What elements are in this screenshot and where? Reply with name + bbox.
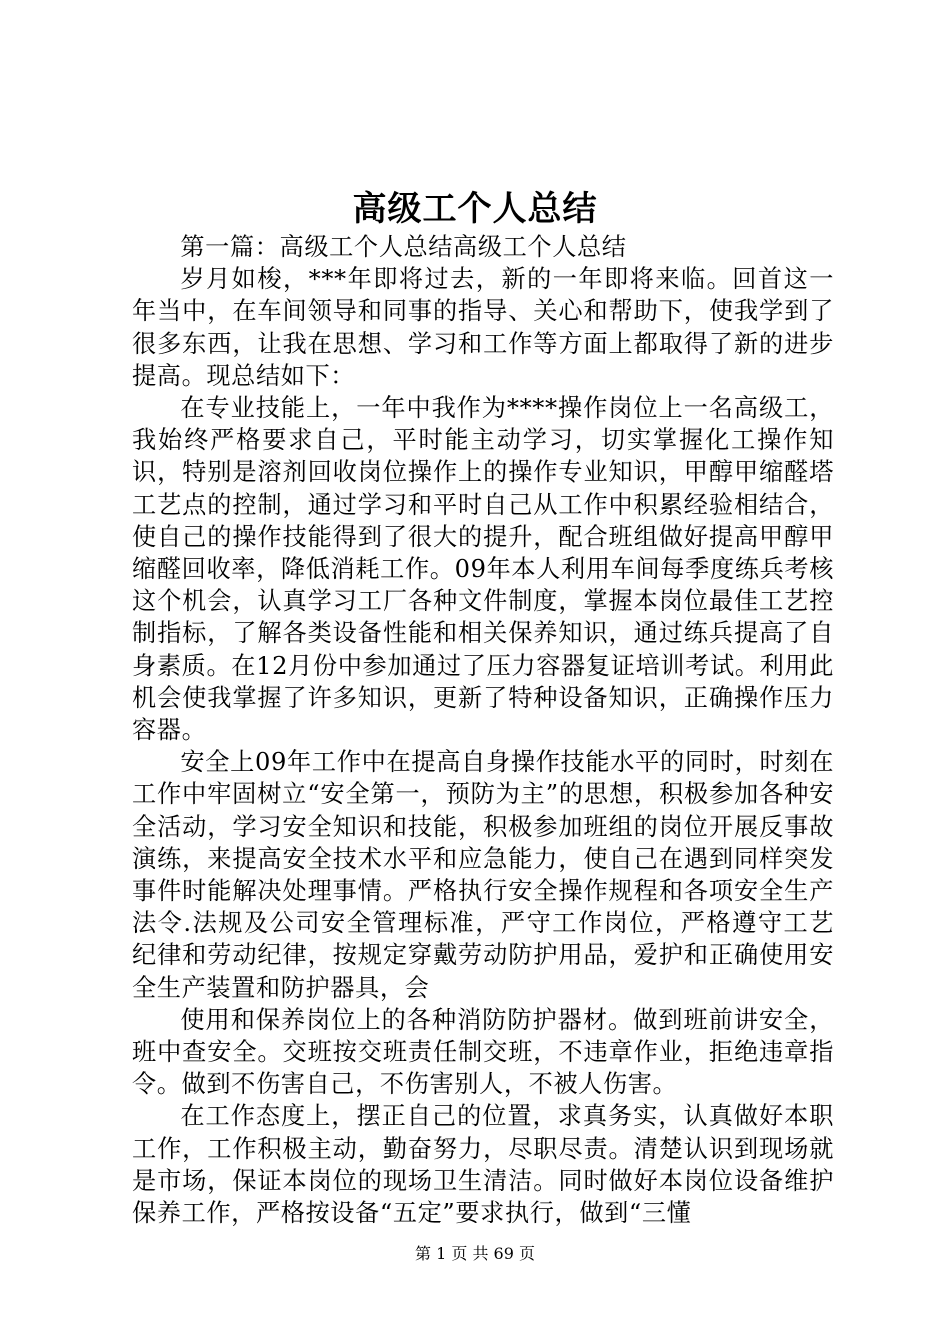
body-paragraph: 使用和保养岗位上的各种消防防护器材。做到班前讲安全，班中查安全。交班按交班责任制交班，不违章作业，拒绝违章指令。做到不伤害自己，不伤害别人，不被人伤害。 xyxy=(132,1005,834,1099)
body-paragraph: 岁月如梭，***年即将过去，新的一年即将来临。回首这一年当中，在车间领导和同事的指导、关心和帮助下，使我学到了很多东西，让我在思想、学习和工作等方面上都取得了新的进步提高。现总结如下： xyxy=(132,265,834,390)
body-paragraph: 在工作态度上，摆正自己的位置，求真务实，认真做好本职工作，工作积极主动，勤奋努力，尽职尽责。清楚认识到现场就是市场，保证本岗位的现场卫生清洁。同时做好本岗位设备维护保养工作，严格按设备“五定”要求执行，做到“三懂 xyxy=(132,1102,834,1228)
page-number-footer: 第 1 页 共 69 页 xyxy=(415,1244,535,1263)
body-paragraph: 在专业技能上，一年中我作为****操作岗位上一名高级工，我始终严格要求自己，平时能主动学习，切实掌握化工操作知识，特别是溶剂回收岗位操作上的操作专业知识，甲醇甲缩醛塔工艺点的控制，通过学习和平时自己从工作中积累经验相结合，使自己的操作技能得到了很大的提升，配合班组做好提高甲醇甲缩醛回收率，降低消耗工作。09年本人利用车间每季度练兵考核这个机会，认真学习工厂各种文件制度，掌握本岗位最佳工艺控制指标，了解各类设备性能和相关保养知识，通过练兵提高了自身素质。在12月份中参加通过了压力容器复证培训考试。利用此机会使我掌握了许多知识，更新了特种设备知识，正确操作压力容器。 xyxy=(132,394,834,745)
body-paragraph: 第一篇：高级工个人总结高级工个人总结 xyxy=(180,233,627,261)
document-body xyxy=(132,231,834,1229)
body-paragraph: 安全上09年工作中在提高自身操作技能水平的同时，时刻在工作中牢固树立“安全第一，预防为主”的思想，积极参加各种安全活动，学习安全知识和技能，积极参加班组的岗位开展反事故演练，来提高安全技术水平和应急能力，使自己在遇到同样突发事件时能解决处理事情。严格执行安全操作规程和各项安全生产法令.法规及公司安全管理标准，严守工作岗位，严格遵守工艺纪律和劳动纪律，按规定穿戴劳动防护用品，爱护和正确使用安全生产装置和防护器具，会 xyxy=(132,748,834,1002)
document-title: 高级工个人总结 xyxy=(352,189,598,229)
